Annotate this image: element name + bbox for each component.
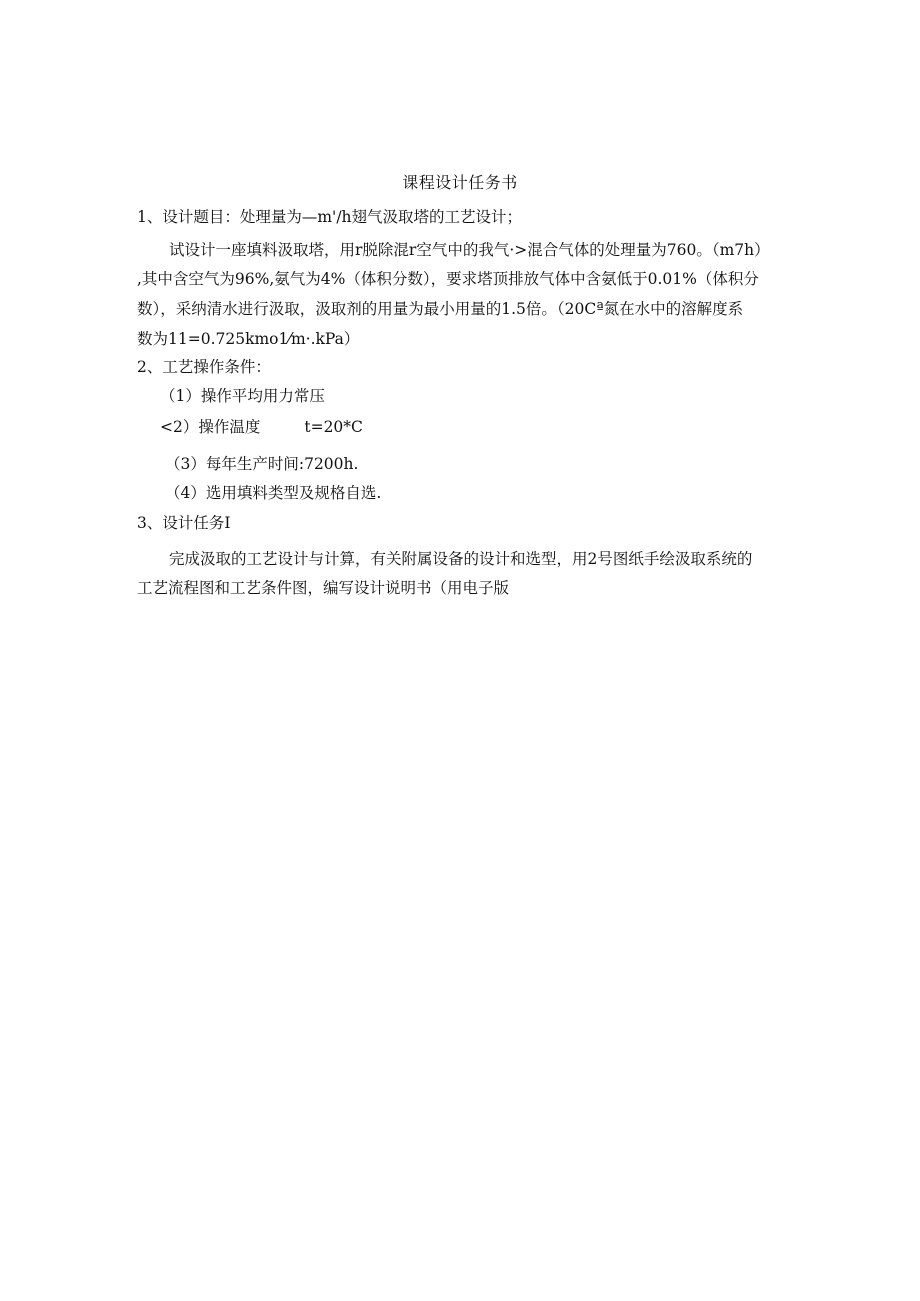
section-1-paragraph-line-3: 数），采纳清水进行汲取，汲取剂的用量为最小用量的1.5倍。（20Cª氮在水中的溶解度系 — [137, 300, 744, 318]
page-title: 课程设计任务书 — [402, 173, 518, 192]
condition-item-1: （1）操作平均用力常压 — [160, 387, 325, 405]
section-1-paragraph-line-4: 数为11=0.725kmo1⁄m·.kPa） — [137, 330, 360, 348]
condition-item-2-value: t=20*C — [304, 418, 363, 436]
condition-item-3: （3）每年生产时间:7200h. — [165, 455, 359, 473]
section-1-paragraph-line-1: 试设计一座填料汲取塔，用r脱除混r空气中的我气·>混合气体的处理量为760。（m7h） — [169, 241, 770, 259]
section-1-heading: 1、设计题目：处理量为—m'/h翅气汲取塔的工艺设计； — [137, 208, 523, 226]
section-1-paragraph-line-2: ,其中含空气为96%,氨气为4%（体积分数），要求塔顶排放气体中含氨低于0.01%（体积分 — [137, 270, 759, 288]
section-3-paragraph-line-2: 工艺流程图和工艺条件图，编写设计说明书（用电子版 — [137, 579, 510, 597]
section-3-heading: 3、设计任务I — [137, 514, 231, 532]
section-2-heading: 2、工艺操作条件： — [137, 358, 271, 376]
condition-item-2-label: <2）操作温度 — [160, 418, 261, 436]
condition-item-4: （4）选用填料类型及规格自选. — [165, 484, 382, 502]
condition-item-2 — [160, 420, 363, 436]
section-3-paragraph-line-1: 完成汲取的工艺设计与计算，有关附属设备的设计和选型，用2号图纸手绘汲取系统的 — [169, 550, 753, 568]
